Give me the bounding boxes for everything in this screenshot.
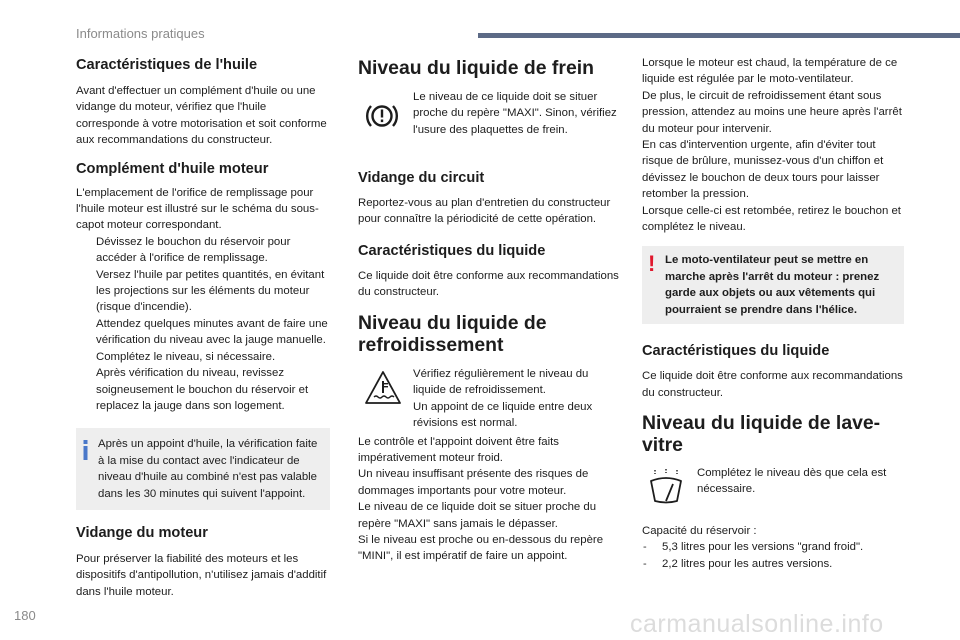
page-number: 180 <box>14 608 36 623</box>
hot-engine-line: De plus, le circuit de refroidissement étant sous pression, attendez au moins une heure après l'arrêt du moteur pour intervenir. <box>642 89 902 135</box>
coolant-line: Un niveau insuffisant présente des risques de dommages importants pour votre moteur. <box>358 468 589 497</box>
info-note-box <box>76 428 330 510</box>
capacity-label: Capacité du réservoir : <box>642 524 757 537</box>
list-item: - 5,3 litres pour les versions "grand froid". <box>642 539 904 555</box>
warning-box <box>642 246 904 324</box>
coolant-text-2: Un appoint de ce liquide entre deux révisions est normal. <box>413 400 593 430</box>
coolant-body <box>358 434 620 565</box>
hot-engine-line: En cas d'intervention urgente, afin d'éviter tout risque de brûlure, munissez-vous d'un chiffon et dévissez le bouchon de deux tours pour laisser retomber la pression. <box>642 139 884 201</box>
hot-engine-line: Lorsque celle-ci est retombée, retirez le bouchon et complétez le niveau. <box>642 204 901 234</box>
oil-topup-title: Complément d'huile moteur <box>76 160 269 177</box>
dash-mark: - <box>643 541 647 554</box>
brake-fluid-title: Niveau du liquide de frein <box>358 57 594 79</box>
list-item: Complétez le niveau, si nécessaire. <box>96 350 276 363</box>
brake-fluid-characteristics-title: Caractéristiques du liquide <box>358 242 546 259</box>
drain-title: Vidange du circuit <box>358 170 485 186</box>
list-item: Versez l'huile par petites quantités, en évitant les projections sur les éléments du moteur (risque d'incendie). <box>96 268 325 314</box>
washer-fluid-title: Niveau du liquide de lave- vitre <box>642 411 881 456</box>
column-left <box>76 55 330 600</box>
coolant-row <box>358 366 620 434</box>
oil-characteristics-text: Avant d'effectuer un complément d'huile ou une vidange du moteur, vérifiez que l'huile corresponde à votre motorisation et soit conforme aux recommandations du constructeur. <box>76 85 327 147</box>
coolant-line: Le contrôle et l'appoint doivent être faits impérativement moteur froid. <box>358 435 560 465</box>
coolant-line: Le niveau de ce liquide doit se situer proche du repère "MAXI" sans jamais le dépasser. <box>358 501 597 530</box>
coolant-warning-icon <box>364 370 402 406</box>
hot-engine-text <box>642 55 904 235</box>
brake-fluid-characteristics-text: Ce liquide doit être conforme aux recommandations du constructeur. <box>358 269 619 299</box>
coolant-characteristics-text: Ce liquide doit être conforme aux recommandations du constructeur. <box>642 370 903 399</box>
coolant-text-1: Vérifiez régulièrement le niveau du liquide de refroidissement. <box>413 367 589 397</box>
column-middle <box>358 55 620 565</box>
list-item: - 2,2 litres pour les autres versions. <box>642 556 904 572</box>
list-item: Dévissez le bouchon du réservoir pour accéder à l'orifice de remplissage. <box>96 235 291 265</box>
washer-fluid-text: Complétez le niveau dès que cela est nécessaire. <box>697 466 887 496</box>
warning-text: Le moto-ventilateur peut se mettre en marche après l'arrêt du moteur : prenez garde aux objets ou aux vêtements qui pourraient se prendre dans l'hélice. <box>665 254 880 316</box>
brake-fluid-text: Le niveau de ce liquide doit se situer proche du repère "MAXI". Sinon, vérifiez l'usure des plaquettes de frein. <box>413 91 617 136</box>
washer-fluid-icon <box>646 468 686 508</box>
drain-text: Reportez-vous au plan d'entretien du constructeur pour connaître la périodicité de cette opération. <box>358 197 611 226</box>
oil-change-text: Pour préserver la fiabilité des moteurs et les dispositifs d'antipollution, n'utilisez jamais d'additif dans l'huile moteur. <box>76 552 327 598</box>
oil-topup-text: L'emplacement de l'orifice de remplissage pour l'huile moteur est illustré sur le schéma du sous-capot moteur correspondant. <box>76 186 319 232</box>
watermark: carmanualsonline.info <box>630 610 884 638</box>
column-right <box>642 55 904 572</box>
warning-icon: ! <box>648 251 656 277</box>
oil-characteristics-title: Caractéristiques de l'huile <box>76 57 258 73</box>
coolant-title: Niveau du liquide de refroidissement <box>358 311 547 356</box>
header-bar <box>478 33 960 38</box>
oil-topup-steps <box>76 234 330 414</box>
capacity-list <box>642 539 904 572</box>
list-item: Après vérification du niveau, revissez soigneusement le bouchon du réservoir et replacez la jauge dans son logement. <box>96 367 309 412</box>
oil-change-title: Vidange du moteur <box>76 524 208 541</box>
hot-engine-line: Lorsque le moteur est chaud, la température de ce liquide est régulée par le moto-ventilateur. <box>642 57 898 86</box>
section-header-title: Informations pratiques <box>76 26 205 41</box>
brake-fluid-row <box>358 89 620 157</box>
coolant-line: Si le niveau est proche ou en-dessous du repère "MINI", il est impératif de faire un appoint. <box>358 534 604 563</box>
list-item: Attendez quelques minutes avant de faire une vérification du niveau avec la jauge manuelle. <box>96 317 328 347</box>
coolant-characteristics-title: Caractéristiques du liquide <box>642 343 830 360</box>
info-icon <box>83 440 88 460</box>
brake-warning-icon <box>364 98 400 134</box>
washer-row <box>642 465 904 521</box>
info-note-text: Après un appoint d'huile, la vérification faite à la mise du contact avec l'indicateur de niveau d'huile au combiné n'est pas valable dans les 30 minutes qui suivent l'appoint. <box>98 438 318 500</box>
dash-mark: - <box>643 557 647 570</box>
